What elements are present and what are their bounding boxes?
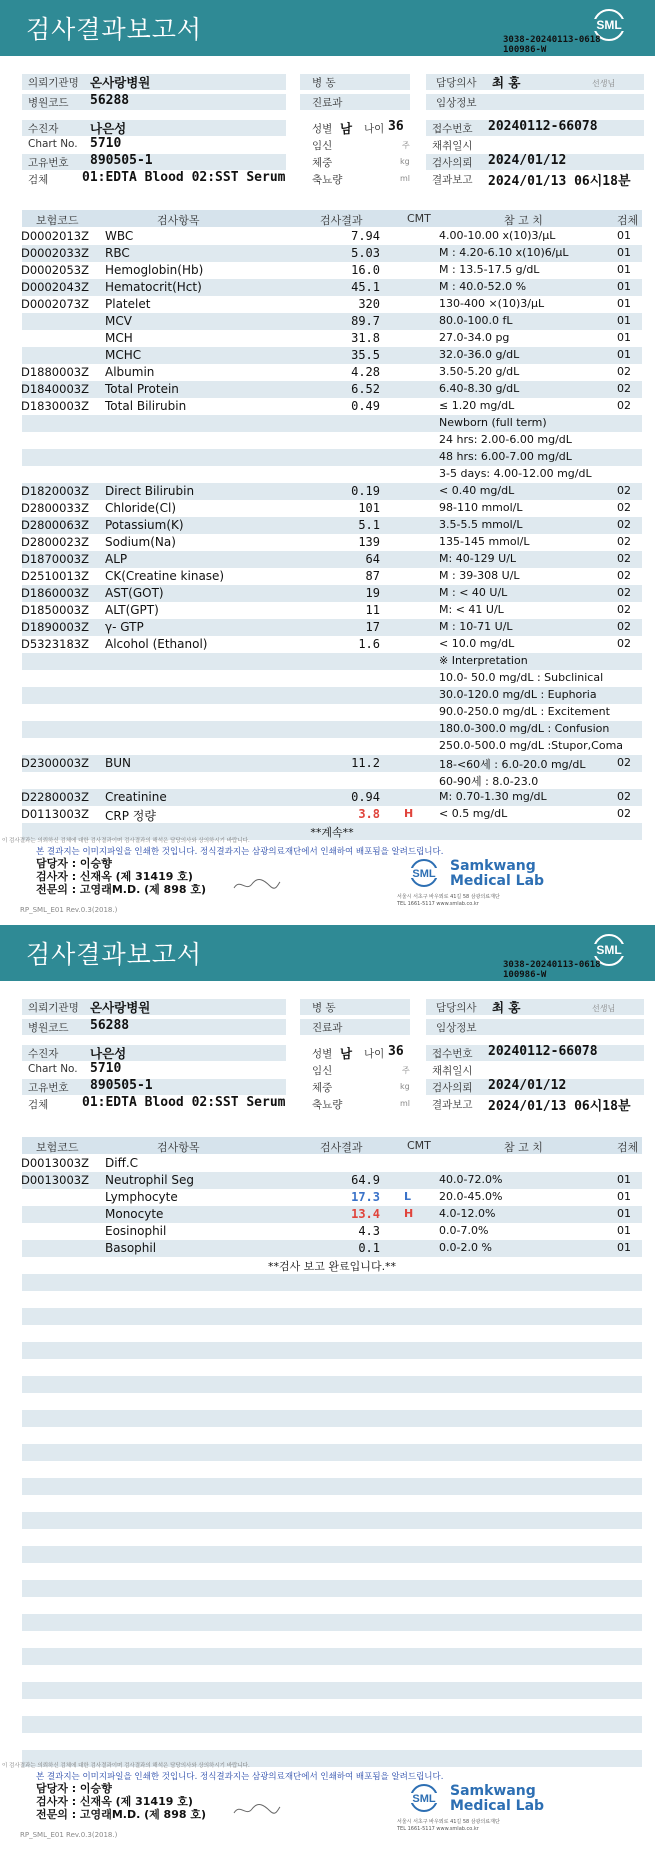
reference-range: M : < 40 U/L: [439, 586, 508, 599]
report-title: 검사결과보고서: [26, 940, 203, 969]
patient-value: 나은성: [90, 121, 127, 136]
unique-no-label: 고유번호: [28, 157, 69, 169]
results-table-2: [22, 1137, 642, 1757]
table-row: [22, 1206, 642, 1223]
specimen-no: 02: [617, 501, 631, 514]
test-result: 35.5: [351, 348, 380, 362]
empty-row: [22, 1529, 642, 1546]
test-result: 6.52: [351, 382, 380, 396]
table-row: [22, 262, 642, 279]
insurance-code: D2800033Z: [21, 501, 89, 515]
insurance-code: D5323183Z: [21, 637, 89, 651]
empty-row: [22, 1359, 642, 1376]
empty-row: [22, 1495, 642, 1512]
empty-row: [22, 1648, 642, 1665]
reference-range: M : 40.0-52.0 %: [439, 280, 527, 293]
table-row: [22, 534, 642, 551]
insurance-code: D2510013Z: [21, 569, 89, 583]
test-result: 3.8: [358, 807, 380, 821]
insurance-code: D1880003Z: [21, 365, 89, 379]
reference-range: 4.0-12.0%: [439, 1207, 496, 1220]
table-row: [22, 602, 642, 619]
table-row: [22, 772, 642, 789]
reference-range: 250.0-500.0 mg/dL :Stupor,Coma: [439, 739, 624, 752]
svg-text:SML: SML: [412, 868, 436, 880]
reference-range: 130-400 ×(10)3/μL: [439, 297, 545, 310]
empty-row: [22, 1563, 642, 1580]
reference-range: 180.0-300.0 mg/dL : Confusion: [439, 722, 610, 735]
table-row: [22, 228, 642, 245]
reference-range: M: < 41 U/L: [439, 603, 504, 616]
reported-value: 2024/01/13 06시18분: [488, 174, 631, 189]
test-result: 139: [358, 535, 380, 549]
institution-value: 온사랑병원: [90, 75, 151, 90]
test-name: Basophil: [105, 1241, 157, 1255]
form-code: RP_SML_E01 Rev.0.3(2018.): [20, 1831, 118, 1839]
doctor-label: 담당의사: [436, 77, 477, 89]
test-result: 11: [365, 603, 380, 617]
test-result: 0.49: [351, 399, 380, 413]
reference-range: 48 hrs: 6.00-7.00 mg/dL: [439, 450, 572, 463]
test-result: 11.2: [351, 756, 380, 770]
sex-label: 성별: [312, 123, 333, 135]
insurance-code: D0002033Z: [21, 246, 89, 260]
table-row: [22, 415, 642, 432]
test-name: Sodium(Na): [105, 535, 176, 549]
table-row: [22, 738, 642, 755]
specimen-no: 02: [617, 569, 631, 582]
reference-range: 20.0-45.0%: [439, 1190, 503, 1203]
insurance-code: D1820003Z: [21, 484, 89, 498]
brand-name: Samkwang Medical Lab: [450, 858, 545, 889]
reference-range: ≤ 1.20 mg/dL: [439, 399, 515, 412]
specimen-no: 02: [617, 637, 631, 650]
result-flag: H: [404, 1207, 414, 1220]
specimen-no: 02: [617, 756, 631, 769]
ward-label: 병 동: [312, 77, 336, 89]
specimen-no: 02: [617, 399, 631, 412]
reference-range: 24 hrs: 2.00-6.00 mg/dL: [439, 433, 572, 446]
table-row: [22, 670, 642, 687]
specimen-no: 02: [617, 535, 631, 548]
patient-label: 수진자: [28, 123, 59, 135]
reference-range: M : 4.20-6.10 x(10)6/μL: [439, 246, 569, 259]
insurance-code: D1830003Z: [21, 399, 89, 413]
test-name: Alcohol (Ethanol): [105, 637, 208, 651]
reference-range: 60-90세 : 8.0-23.0: [439, 775, 539, 788]
test-name: Monocyte: [105, 1207, 164, 1221]
table-row: [22, 483, 642, 500]
reference-range: M : 13.5-17.5 g/dL: [439, 263, 540, 276]
specimen-no: 01: [617, 331, 631, 344]
end-note: **계속**: [310, 826, 354, 839]
test-result: 5.03: [351, 246, 380, 260]
empty-row: [22, 1461, 642, 1478]
sex-value: 남: [340, 121, 353, 136]
insurance-code: D1850003Z: [21, 603, 89, 617]
test-result: 87: [365, 569, 380, 583]
empty-row: [22, 1393, 642, 1410]
specimen-no: 01: [617, 348, 631, 361]
reference-range: 3-5 days: 4.00-12.00 mg/dL: [439, 467, 592, 480]
insurance-code: D0002043Z: [21, 280, 89, 294]
table-row: [22, 517, 642, 534]
table-row: [22, 585, 642, 602]
test-result: 4.3: [358, 1224, 380, 1238]
empty-row: [22, 1682, 642, 1699]
receipt-value: 20240112-66078: [488, 119, 598, 134]
weight-label: 체중: [312, 157, 333, 169]
requested-value: 2024/01/12: [488, 153, 567, 168]
test-result: 17.3: [351, 1190, 380, 1204]
specimen-no: 02: [617, 807, 631, 820]
collected-label: 채취일시: [432, 140, 473, 152]
reference-range: 18-<60세 : 6.0-20.0 mg/dL: [439, 758, 586, 771]
report-page-2: 검사결과보고서 SML 3038-20240113-0618 100986-W 의뢰기관명 온사랑병원 병 동 담당의사 최 홍 선생님 병원코드 56288 진료과 임상정보 수진자 나은성 성별 남 나이 36 접수번호 20240112-66078 Chart No. 5710 임신 주 채취일시 고유번호 890505-1 체중 kg 검사의뢰 2024/01/12 검체 01:EDTA Blood 02:SST Serum 축뇨량 ml 결과보고 2024/01/13 06시18분 보험코드 검사항목 검사결과 CMT 참 고 치 검체 D0013003Z Diff.C D0013003Z Neutrophil Seg 64.9 40.0-72.0% 01 Lymphocyte 17.3 L 20.0-45.0% 01 Monocyte 13.4 H 4.0-12.0% 01 Eosinophil 4.3 0.0-7.0% 01 Basophil 0.1 0.0-2.0 % 01 **검사 보고 완료입니다.** 이 검사결과는 의뢰하신 검체에 대한 검사결과이며 검사결과의 해석은 담당의사와 상의하시기 바랍니다. 본 결과지는 이미지파일을 인쇄한 것입니다. 정식결과지는 삼광의료재단에서 인쇄하여 배포됨을 알려드립니다. 담당자 : 이승향 검사자 : 신재옥 (제 31419 호) 전문의 : 고영래M.D. (제 898 호) SML Samkwang Medical Lab 서울시 서초구 바우뫼로 41길 58 삼광의료재단 TEL 1661-5117 www.smlab.co.kr RP_SML_E01 Rev.0.3(2018.): [0, 925, 655, 1850]
result-flag: L: [404, 1190, 412, 1203]
table-row: [22, 789, 642, 806]
empty-row: [22, 1342, 642, 1359]
test-name: CK(Creatine kinase): [105, 569, 225, 583]
reference-range: < 0.5 mg/dL: [439, 807, 508, 820]
footer-2: 이 검사결과는 의뢰하신 검체에 대한 검사결과이며 검사결과의 해석은 담당의사와 상의하시기 바랍니다. 본 결과지는 이미지파일을 인쇄한 것입니다. 정식결과지는 삼광의료재단에서 인쇄하여 배포됨을 알려드립니다. 담당자 : 이승향 검사자 : 신재옥 (제 31419 호) 전문의 : 고영래M.D. (제 898 호) SML Samkwang Medical Lab 서울시 서초구 바우뫼로 41길 58 삼광의료재단 TEL 1661-5117 www.smlab.co.kr RP_SML_E01 Rev.0.3(2018.): [2, 1763, 545, 1839]
empty-row: [22, 1512, 642, 1529]
reference-range: M: 0.70-1.30 mg/dL: [439, 790, 547, 803]
specimen-no: 01: [617, 297, 631, 310]
clinical-info-label: 임상정보: [436, 97, 477, 109]
test-name: Neutrophil Seg: [105, 1173, 195, 1187]
test-name: Total Protein: [105, 382, 179, 396]
test-result: 13.4: [351, 1207, 380, 1221]
report-number: 3038-20240113-0618 100986-W: [503, 960, 601, 980]
specimen-no: 02: [617, 603, 631, 616]
test-result: 89.7: [351, 314, 380, 328]
empty-row: [22, 1580, 642, 1597]
table-row: [22, 313, 642, 330]
test-result: 5.1: [358, 518, 380, 532]
test-result: 1.6: [358, 637, 380, 651]
reference-range: 4.00-10.00 x(10)3/μL: [439, 229, 556, 242]
unique-no-value: 890505-1: [90, 153, 153, 168]
address: 서울시 서초구 바우뫼로 41길 58 삼광의료재단 TEL 1661-5117 www.smlab.co.kr: [397, 894, 500, 907]
table-row: [22, 1189, 642, 1206]
table-row: [22, 704, 642, 721]
test-name: Potassium(K): [105, 518, 184, 532]
reference-range: < 0.40 mg/dL: [439, 484, 515, 497]
table-row: [22, 721, 642, 738]
table-row: [22, 466, 642, 483]
empty-row: [22, 1444, 642, 1461]
table-row: [22, 551, 642, 568]
table-row: [22, 449, 642, 466]
specimen-no: 01: [617, 1224, 631, 1237]
empty-row: [22, 1410, 642, 1427]
empty-row: [22, 1631, 642, 1648]
reference-range: 30.0-120.0 mg/dL : Euphoria: [439, 688, 597, 701]
specimen-no: 02: [617, 484, 631, 497]
test-result: 0.1: [358, 1241, 380, 1255]
test-name: WBC: [105, 229, 134, 243]
reference-range: 0.0-7.0%: [439, 1224, 489, 1237]
test-result: 320: [358, 297, 380, 311]
reference-range: 3.50-5.20 g/dL: [439, 365, 520, 378]
department-label: 진료과: [312, 97, 343, 109]
sml-circle-logo-icon: [404, 858, 444, 888]
table-row: [22, 687, 642, 704]
table-row: [22, 568, 642, 585]
specimen-no: 02: [617, 620, 631, 633]
hospital-code-value: 56288: [90, 93, 130, 108]
test-name: Eosinophil: [105, 1224, 167, 1238]
empty-row: [22, 1699, 642, 1716]
table-row: [22, 1240, 642, 1257]
empty-row: [22, 1546, 642, 1563]
reported-label: 결과보고: [432, 174, 473, 186]
report-number: 3038-20240113-0618 100986-W: [503, 35, 601, 55]
insurance-code: D2300003Z: [21, 756, 89, 770]
test-name: Direct Bilirubin: [105, 484, 195, 498]
specimen-no: 01: [617, 280, 631, 293]
specimen-no: 02: [617, 790, 631, 803]
reference-range: < 10.0 mg/dL: [439, 637, 515, 650]
test-name: Platelet: [105, 297, 151, 311]
test-name: Creatinine: [105, 790, 167, 804]
insurance-code: D0013003Z: [21, 1156, 89, 1170]
reference-range: 80.0-100.0 fL: [439, 314, 513, 327]
specimen-no: 02: [617, 586, 631, 599]
reference-range: 98-110 mmol/L: [439, 501, 523, 514]
result-flag: H: [404, 807, 414, 820]
insurance-code: D1840003Z: [21, 382, 89, 396]
specimen-no: 01: [617, 1207, 631, 1220]
svg-text:SML: SML: [596, 943, 622, 957]
specimen-no: 01: [617, 1241, 631, 1254]
insurance-code: D0013003Z: [21, 1173, 89, 1187]
table-row: [22, 500, 642, 517]
test-name: Albumin: [105, 365, 155, 379]
reference-range: 6.40-8.30 g/dL: [439, 382, 520, 395]
test-result: 0.19: [351, 484, 380, 498]
specimen-value: 01:EDTA Blood 02:SST Serum: [82, 170, 286, 185]
empty-row: [22, 1716, 642, 1733]
test-name: Hemoglobin(Hb): [105, 263, 204, 277]
test-name: BUN: [105, 756, 131, 770]
insurance-code: D1870003Z: [21, 552, 89, 566]
test-result: 4.28: [351, 365, 380, 379]
reference-range: M: 40-129 U/L: [439, 552, 517, 565]
test-result: 16.0: [351, 263, 380, 277]
empty-row: [22, 1308, 642, 1325]
insurance-code: D0113003Z: [21, 807, 89, 821]
reference-range: 40.0-72.0%: [439, 1173, 503, 1186]
test-result: 101: [358, 501, 380, 515]
specimen-no: 02: [617, 552, 631, 565]
table-row: [22, 279, 642, 296]
test-result: 0.94: [351, 790, 380, 804]
insurance-code: D2800063Z: [21, 518, 89, 532]
institution-label: 의뢰기관명: [28, 77, 79, 89]
report-title: 검사결과보고서: [26, 15, 203, 44]
footer-1: 이 검사결과는 의뢰하신 검체에 대한 검사결과이며 검사결과의 해석은 담당의사와 상의하시기 바랍니다. 본 결과지는 이미지파일을 인쇄한 것입니다. 정식결과지는 삼광의료재단에서 인쇄하여 배포됨을 알려드립니다. 담당자 : 이승향 검사자 : 신재옥 (제 31419 호) 전문의 : 고영래M.D. (제 898 호) SML Samkwang Medical Lab 서울시 서초구 바우뫼로 41길 58 삼광의료재단 TEL 1661-5117 www.smlab.co.kr RP_SML_E01 Rev.0.3(2018.): [2, 838, 545, 914]
test-name: Total Bilirubin: [105, 399, 187, 413]
empty-row: [22, 1427, 642, 1444]
empty-row: [22, 1274, 642, 1291]
end-note: **검사 보고 완료입니다.**: [267, 1260, 397, 1273]
test-name: MCH: [105, 331, 133, 345]
specimen-no: 01: [617, 229, 631, 242]
table-header: 보험코드 검사항목 검사결과 CMT 참 고 치 검체: [22, 1137, 642, 1154]
reference-range: M : 10-71 U/L: [439, 620, 513, 633]
empty-row: [22, 1376, 642, 1393]
table-row: [22, 619, 642, 636]
test-name: CRP 정량: [105, 809, 156, 823]
specimen-label: 검체: [28, 174, 49, 186]
insurance-code: D1860003Z: [21, 586, 89, 600]
test-result: 64: [365, 552, 380, 566]
test-name: Chloride(Cl): [105, 501, 177, 515]
empty-row: [22, 1478, 642, 1495]
table-row: [22, 1172, 642, 1189]
insurance-code: D1890003Z: [21, 620, 89, 634]
empty-row: [22, 1325, 642, 1342]
table-row: [22, 245, 642, 262]
table-row: [22, 755, 642, 772]
table-row: [22, 1223, 642, 1240]
empty-row: [22, 1733, 642, 1750]
age-value: 36: [388, 119, 404, 134]
specimen-no: 02: [617, 518, 631, 531]
results-table-1: [21, 210, 642, 839]
empty-row: [22, 1291, 642, 1308]
table-row: [22, 381, 642, 398]
age-label: 나이: [364, 123, 385, 135]
table-row: [22, 347, 642, 364]
empty-row: [22, 1665, 642, 1682]
table-row: [22, 330, 642, 347]
specimen-no: 01: [617, 1173, 631, 1186]
address: 서울시 서초구 바우뫼로 41길 58 삼광의료재단 TEL 1661-5117 www.smlab.co.kr: [397, 1819, 500, 1832]
test-name: MCV: [105, 314, 132, 328]
empty-row: [22, 1614, 642, 1631]
table-row: [22, 653, 642, 670]
end-note-row: [22, 1257, 642, 1274]
chart-no-value: 5710: [90, 136, 122, 151]
brand-name: Samkwang Medical Lab: [450, 1783, 545, 1814]
reference-range: 32.0-36.0 g/dL: [439, 348, 520, 361]
insurance-code: D0002013Z: [21, 229, 89, 243]
test-result: 7.94: [351, 229, 380, 243]
svg-text:SML: SML: [412, 1793, 436, 1805]
test-result: 17: [365, 620, 380, 634]
report-page-1: 검사결과보고서 SML 3038-20240113-0618 100986-W 의뢰기관명 온사랑병원 병 동 담당의사 최 홍 선생님 병원코드 56288 진료과 임상정보 수진자 나은성 성별 남 나이 36 접수번호 20240112-66078 Chart No. 5710 임신 주 채취일시 고유번호 890505-1 체중 kg 검사의뢰 2024/01/12 검체 01:EDTA Blood 02:SST Serum 축뇨량 ml 결과보고 2024/01/13 06시18분 보험코드 검사항목 검사결과 CMT 참 고 치 검체 D0002013Z WBC 7.94 4.00-10.00 x(10)3/μL 01 D0002033Z RBC 5.03 M : 4.20-6.10 x(10)6/μL 01 D0002053Z Hemoglobin(Hb) 16.0 M : 13.5-17.5 g/dL 01 D0002043Z Hematocrit(Hct) 45.1 M : 40.0-52.0 % 01 D0002073Z Platelet 320 130-400 ×(10)3/μL 01 MCV 89.7 80.0-100.0 fL 01 MCH 31.8 27.0-34.0 pg 01 MCHC 35.5 32.0-36.0 g/dL 01 D1880003Z Albumin 4.28 3.50-5.20 g/dL 02 D1840003Z Total Protein 6.52 6.40-8.30 g/dL 02 D1830003Z Total Bilirubin 0.49 ≤ 1.20 mg/dL 02 Newborn (full term) 24 hrs: 2.00-6.00 mg/dL 48 hrs: 6.00-7.00 mg/dL 3-5 days: 4.00-12.00 mg/dL D1820003Z Direct Bilirubin 0.19 < 0.40 mg/dL 02 D2800033Z Chloride(Cl) 101 98-110 mmol/L 02 D2800063Z Potassium(K) 5.1 3.5-5.5 mmol/L 02 D2800023Z Sodium(Na) 139 135-145 mmol/L 02 D1870003Z ALP 64 M: 40-129 U/L 02 D2510013Z CK(Creatine kinase) 87 M : 39-308 U/L 02 D1860003Z AST(GOT) 19 M : < 40 U/L 02 D1850003Z ALT(GPT) 11 M: < 41 U/L 02 D1890003Z γ- GTP 17 M : 10-71 U/L 02 D5323183Z Alcohol (Ethanol) 1.6 < 10.0 mg/dL 02 ※ Interpretation 10.0- 50.0 mg/dL : Subclinical 30.0-120.0 mg/dL : Euphoria 90.0-250.0 mg/dL : Excitement 180.0-300.0 mg/dL : Confusion 250.0-500.0 mg/dL :Stupor,Coma D2300003Z BUN 11.2 18-<60세 : 6.0-20.0 mg/dL 02 60-90세 : 8.0-23.0 D2280003Z Creatinine 0.94 M: 0.70-1.30 mg/dL 02 D0113003Z CRP 정량 3.8 H < 0.5 mg/dL 02 **계속** 이 검사결과는 의뢰하신 검체에 대한 검사결과이며 검사결과의 해석은 담당의사와 상의하시기 바랍니다. 본 결과지는 이미지파일을 인쇄한 것입니다. 정식결과지는 삼광의료재단에서 인쇄하여 배포됨을 알려드립니다. 담당자 : 이승향 검사자 : 신재옥 (제 31419 호) 전문의 : 고영래M.D. (제 898 호) SML Samkwang Medical Lab 서울시 서초구 바우뫼로 41길 58 삼광의료재단 TEL 1661-5117 www.smlab.co.kr RP_SML_E01 Rev.0.3(2018.): [0, 0, 655, 925]
test-result: 45.1: [351, 280, 380, 294]
insurance-code: D2800023Z: [21, 535, 89, 549]
reference-range: 3.5-5.5 mmol/L: [439, 518, 523, 531]
reference-range: 90.0-250.0 mg/dL : Excitement: [439, 705, 610, 718]
reference-range: Newborn (full term): [439, 416, 547, 429]
insurance-code: D0002053Z: [21, 263, 89, 277]
test-name: ALT(GPT): [105, 603, 159, 617]
table-row: [22, 636, 642, 653]
sml-circle-logo-icon: [404, 1783, 444, 1813]
specimen-no: 01: [617, 263, 631, 276]
svg-text:SML: SML: [596, 18, 622, 32]
test-name: Hematocrit(Hct): [105, 280, 202, 294]
signature-icon: [232, 876, 282, 894]
form-code: RP_SML_E01 Rev.0.3(2018.): [20, 906, 118, 914]
urine-label: 축뇨량: [312, 174, 343, 186]
table-row: [22, 296, 642, 313]
table-row: [22, 806, 642, 823]
specimen-no: 02: [617, 382, 631, 395]
reference-range: 0.0-2.0 %: [439, 1241, 492, 1254]
reference-range: M : 39-308 U/L: [439, 569, 520, 582]
test-name: γ- GTP: [105, 620, 144, 634]
test-name: Diff.C: [105, 1156, 139, 1170]
reference-range: 135-145 mmol/L: [439, 535, 530, 548]
test-result: 31.8: [351, 331, 380, 345]
specimen-no: 01: [617, 314, 631, 327]
pregnancy-label: 임신: [312, 140, 333, 152]
test-name: RBC: [105, 246, 130, 260]
table-row: [22, 398, 642, 415]
receipt-label: 접수번호: [432, 123, 473, 135]
hospital-code-label: 병원코드: [28, 97, 69, 109]
test-name: MCHC: [105, 348, 142, 362]
table-row: [22, 1155, 642, 1172]
insurance-code: D2280003Z: [21, 790, 89, 804]
signature-icon: [232, 1801, 282, 1819]
table-header: 보험코드 검사항목 검사결과 CMT 참 고 치 검체: [22, 210, 642, 227]
reference-range: ※ Interpretation: [439, 654, 528, 667]
specimen-no: 02: [617, 365, 631, 378]
table-row: [22, 432, 642, 449]
requested-label: 검사의뢰: [432, 157, 473, 169]
doctor-value: 최 홍: [492, 75, 521, 90]
reference-range: 27.0-34.0 pg: [439, 331, 510, 344]
reference-range: 10.0- 50.0 mg/dL : Subclinical: [439, 671, 604, 684]
insurance-code: D0002073Z: [21, 297, 89, 311]
chart-no-label: Chart No.: [28, 138, 78, 150]
test-name: ALP: [105, 552, 128, 566]
test-name: Lymphocyte: [105, 1190, 178, 1204]
empty-row: [22, 1597, 642, 1614]
test-name: AST(GOT): [105, 586, 164, 600]
specimen-no: 01: [617, 1190, 631, 1203]
specimen-no: 01: [617, 246, 631, 259]
test-result: 64.9: [351, 1173, 380, 1187]
test-result: 19: [365, 586, 380, 600]
table-row: [22, 364, 642, 381]
